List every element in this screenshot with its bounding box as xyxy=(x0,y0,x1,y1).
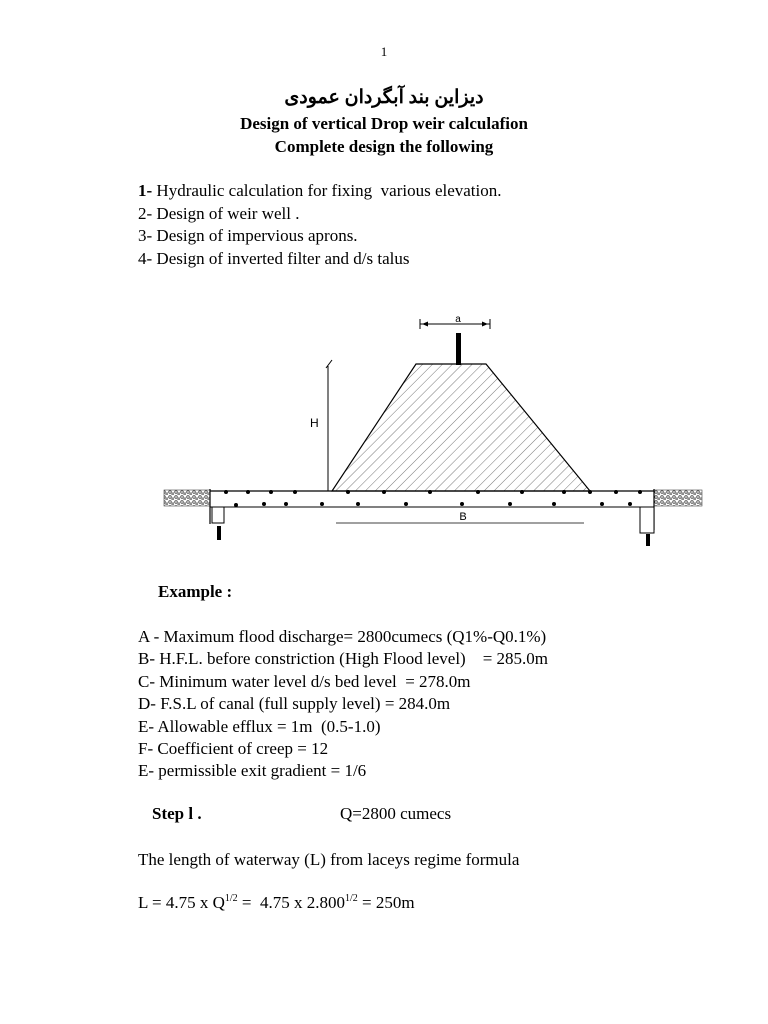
label-h: H xyxy=(310,416,319,430)
list-item: E- Allowable efflux = 1m (0.5-1.0) xyxy=(138,716,381,736)
list-item-text: Design of impervious aprons. xyxy=(152,226,358,246)
list-item-number: 3- xyxy=(138,226,153,246)
step-value: Q=2800 cumecs xyxy=(340,804,452,823)
list-item xyxy=(138,180,502,203)
weir-body xyxy=(332,364,590,491)
list-item: A - Maximum flood discharge= 2800cumecs (Q1%-Q0.1%) xyxy=(138,627,547,646)
list-item-number: 1- xyxy=(138,181,153,200)
formula-exponent: 1/2 xyxy=(224,893,238,904)
floor-dots xyxy=(224,490,642,507)
right-cutoff xyxy=(640,507,654,546)
list-item xyxy=(138,225,502,248)
formula-exponent: 1/2 xyxy=(345,893,358,904)
task-list xyxy=(138,180,502,271)
list-item-text: Hydraulic calculation for fixing various elevation. xyxy=(152,181,502,200)
list-item: C- Minimum water level d/s bed level = 278.0m xyxy=(138,671,471,691)
right-gravel-bank xyxy=(654,490,702,506)
list-item xyxy=(138,203,502,226)
formula-part: = 250m xyxy=(357,893,415,912)
subtitle: Complete design the following xyxy=(274,137,494,156)
list-item: E- permissible exit gradient = 1/6 xyxy=(138,761,367,781)
crest-post xyxy=(456,333,461,365)
list-item-number: 2- xyxy=(138,203,153,223)
title-persian: دیزاین بند آبگردان عمودی xyxy=(284,87,484,108)
page-number: 1 xyxy=(380,44,388,59)
weir-cross-section-diagram xyxy=(150,300,710,550)
waterway-formula xyxy=(138,893,415,913)
waterway-text: The length of waterway (L) from laceys regime formula xyxy=(138,850,520,869)
list-item: F- Coefficient of creep = 12 xyxy=(138,739,329,759)
crest-width-dimension xyxy=(420,314,490,329)
given-data-list xyxy=(138,626,548,783)
left-cutoff xyxy=(212,507,224,540)
step-label: Step l . xyxy=(152,804,202,823)
list-item-number: 4- xyxy=(138,249,153,269)
formula-part: L = 4.75 x Q xyxy=(138,893,225,912)
list-item: D- F.S.L of canal (full supply level) = 284.0m xyxy=(138,694,451,714)
list-item: B- H.F.L. before constriction (High Flood level) = 285.0m xyxy=(138,649,549,669)
list-item-text: Design of inverted filter and d/s talus xyxy=(152,249,410,269)
title-english: Design of vertical Drop weir calculafion xyxy=(240,114,528,133)
apron-floor xyxy=(210,489,654,530)
example-heading: Example : xyxy=(158,582,233,601)
list-item xyxy=(138,248,502,271)
label-b: B xyxy=(459,511,467,523)
list-item-text: Design of weir well . xyxy=(152,203,300,223)
label-a: a xyxy=(455,314,461,325)
formula-part: = 4.75 x 2.800 xyxy=(237,893,345,912)
left-gravel-bank xyxy=(164,490,210,506)
height-dimension xyxy=(310,360,332,491)
base-width-dimension xyxy=(336,511,584,523)
